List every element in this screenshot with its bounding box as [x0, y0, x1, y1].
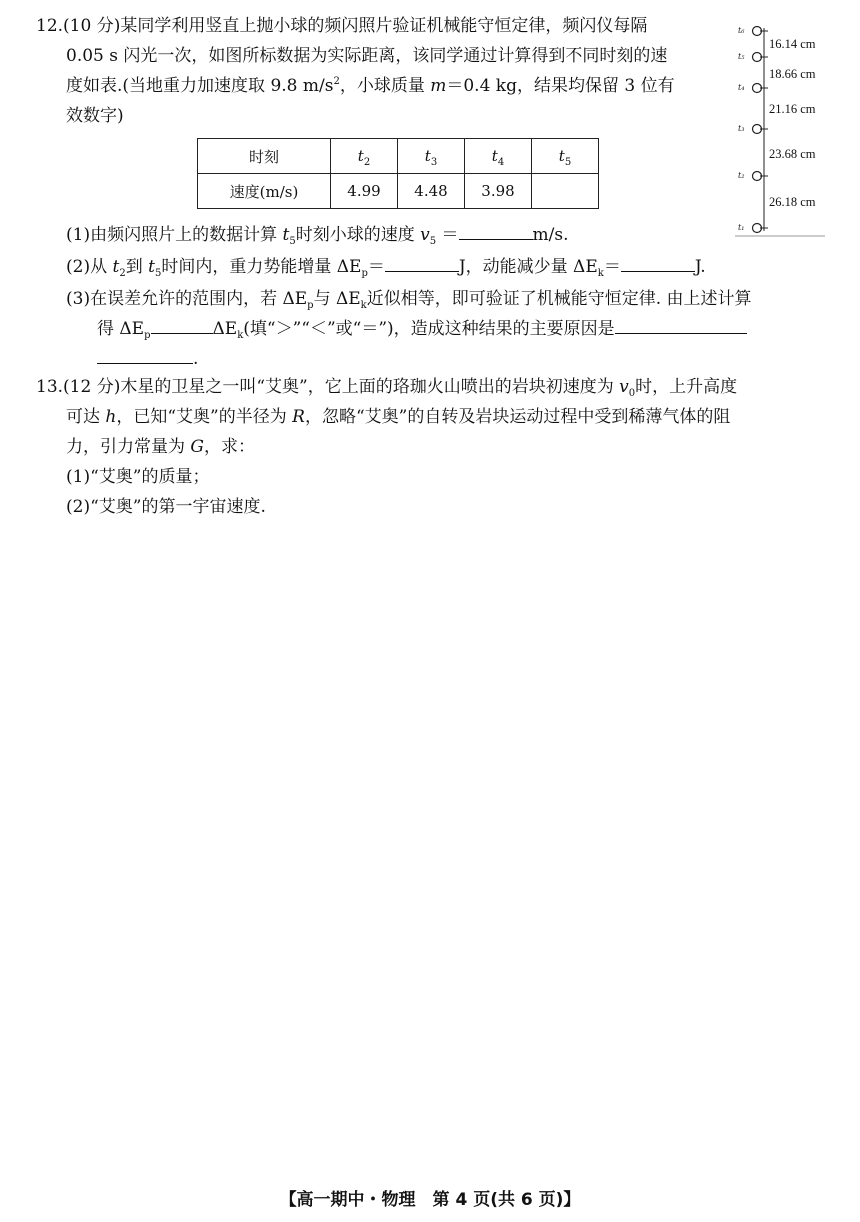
q13-part-2: (2)“艾奥”的第一宇宙速度.	[66, 497, 266, 517]
answer-blank[interactable]	[97, 347, 193, 364]
q12-part-3: (3)在误差允许的范围内，若 $\Delta E_p$与 $\Delta E_k$近似相等，即可验证了机械能守恒定律. 由上述计算	[66, 289, 752, 311]
q12-stem-3a: 度如表.(当地重力加速度取 9.8 m/s	[66, 76, 334, 96]
answer-blank[interactable]	[151, 317, 213, 334]
answer-blank[interactable]	[459, 223, 533, 240]
page-footer: 【高一期中・物理 第 4 页(共 6 页)】	[279, 1190, 581, 1210]
distance-label: 21.16 cm	[769, 102, 816, 116]
answer-blank[interactable]	[615, 317, 747, 334]
q13-part-1: (1)“艾奥”的质量；	[66, 467, 210, 487]
q12-part-2: (2)从 $t_2$到 $t_5$时间内，重力势能增量 $\Delta E_p= J$，动能减少量 $\Delta E_k= J$.	[66, 257, 706, 279]
table-speed-cell	[532, 174, 599, 209]
time-label: t₃	[738, 124, 745, 133]
strobe-photo-figure	[735, 18, 827, 238]
q12-stem-2: 0.05 s 闪光一次，如图所标数据为实际距离，该同学通过计算得到不同时刻的速	[66, 46, 668, 66]
table-speed-cell: 3.98	[465, 174, 532, 209]
q12-part-3-cont: 得 $\Delta E_p$ $\Delta E_k$(填“＞”“＜”或“＝”)，造成这种结果的主要原因是	[97, 316, 747, 345]
answer-blank[interactable]	[621, 255, 695, 272]
q13-line-1: 13.(12 分)木星的卫星之一叫“艾奥”，它上面的珞珈火山喷出的岩块初速度为 $v_0$时，上升高度	[36, 377, 738, 399]
distance-label: 18.66 cm	[769, 67, 816, 81]
table-time-cell: $t_4$	[465, 139, 532, 174]
time-label: t₆	[738, 26, 745, 35]
table-time-cell: $t_5$	[532, 139, 599, 174]
table-time-cell: $t_2$	[331, 139, 398, 174]
q12-part-1: (1)由频闪照片上的数据计算 $t_5$时刻小球的速度 $v_5 = m/s$.	[66, 225, 569, 247]
q12-stem-3b: ，小球质量	[339, 76, 425, 96]
q12-line-1	[36, 13, 647, 39]
time-label: t₄	[738, 83, 745, 92]
q12-number: 12.	[36, 16, 64, 36]
table-speed-cell: 4.99	[331, 174, 398, 209]
time-label: t₂	[738, 171, 745, 180]
table-time-cell: $t_3$	[398, 139, 465, 174]
q13-line-3: 力，引力常量为 G，求：	[66, 437, 255, 457]
q12-line-3: 度如表.(当地重力加速度取 9.8 $m/s^2$，小球质量 m＝0.4 kg，结果均保留 3 位有	[66, 76, 675, 96]
q12-stem-1: 某同学利用竖直上抛小球的频闪照片验证机械能守恒定律，频闪仪每隔	[120, 16, 648, 36]
answer-blank[interactable]	[385, 255, 459, 272]
distance-label: 23.68 cm	[769, 147, 816, 161]
q12-part-3-end: .	[97, 346, 198, 372]
q13-line-2: 可达 h，已知“艾奥”的半径为 R，忽略“艾奥”的自转及岩块运动过程中受到稀薄气体的阻	[66, 407, 731, 427]
table-header-label: 时刻	[198, 139, 331, 174]
q12-stem-3c: ＝0.4 kg，结果均保留 3 位有	[446, 76, 675, 96]
q12-line-4	[66, 103, 124, 129]
q13-number: 13.	[36, 377, 64, 397]
velocity-table	[197, 138, 599, 209]
table-row	[198, 139, 599, 174]
q13-score: (12 分)	[63, 377, 121, 397]
time-label: t₁	[738, 223, 745, 232]
q12-line-2	[66, 43, 667, 69]
table-speed-cell: 4.48	[398, 174, 465, 209]
q12-score: (10 分)	[63, 16, 121, 36]
q12-stem-4: 效数字)	[66, 106, 124, 126]
distance-label: 26.18 cm	[769, 195, 816, 209]
table-row	[198, 174, 599, 209]
table-speed-label: 速度(m/s)	[198, 174, 331, 209]
distance-label: 16.14 cm	[769, 37, 816, 51]
time-label: t₅	[738, 52, 745, 61]
